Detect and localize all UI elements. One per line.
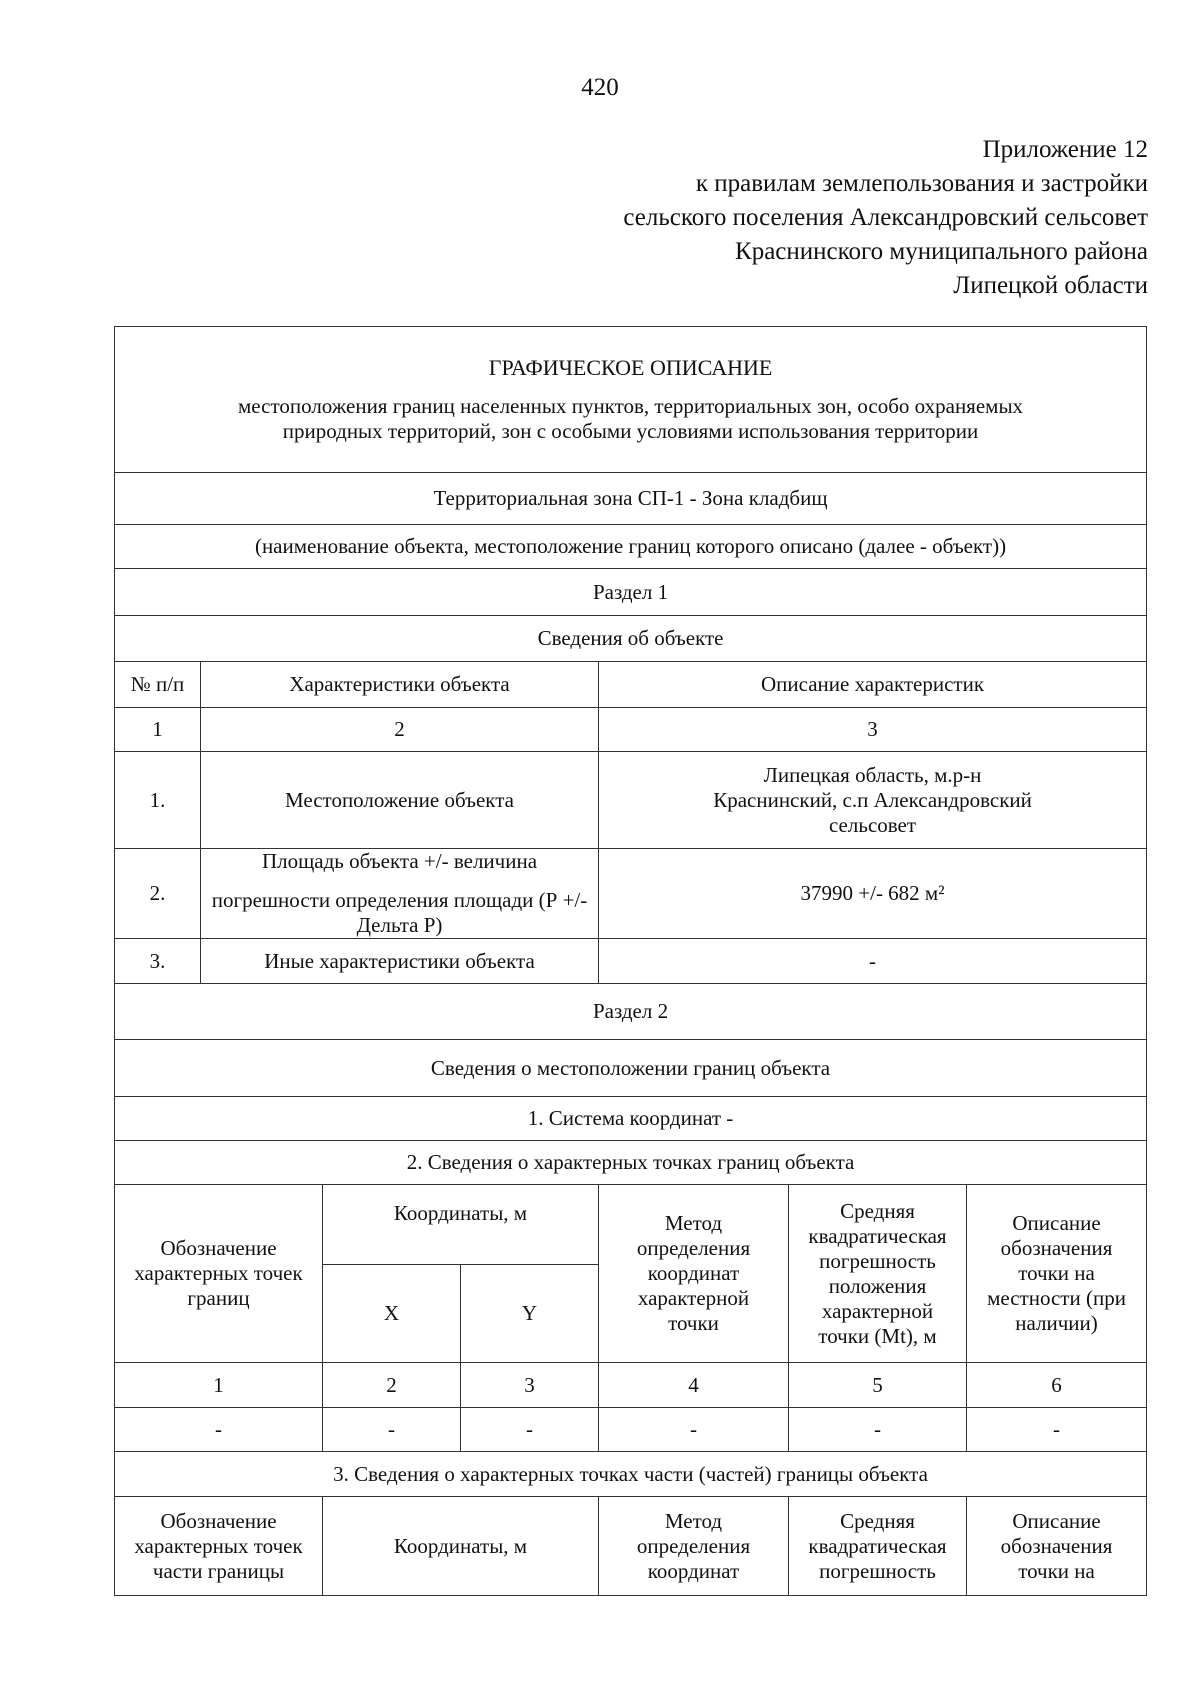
points-title: 2. Сведения о характерных точках границ объекта [115,1141,1147,1185]
column-header-line: квадратическая [808,1533,947,1558]
table-row [115,849,1147,939]
x-header: X [323,1265,461,1363]
description-text: сельсовет [828,812,917,837]
table-cell: - [967,1408,1147,1452]
section2-title: Раздел 2 [115,984,1147,1040]
description-text: Липецкая область, м.р-н [763,762,982,787]
table-cell: - [115,1408,323,1452]
characteristic-cell [201,752,599,849]
column-header-line: определения [636,1236,751,1260]
column-number: 3 [461,1363,599,1408]
object-name-caption: (наименование объекта, местоположение границ которого описано (далее - объект)) [115,525,1147,569]
points-header-row [115,1185,1147,1265]
column-header-line: обозначения [1000,1533,1113,1558]
characteristic-text: погрешности определения площади (Р +/- Дельта Р) [211,888,588,937]
appendix-line: Приложение 12 [982,136,1148,163]
column-header [967,1185,1147,1363]
column-number: 5 [789,1363,967,1408]
row-number: 2. [115,849,201,939]
section1-number-row [115,708,1147,752]
column-header-line: определения [636,1533,751,1558]
column-header-line: Описание [1012,1508,1101,1533]
column-number: 1 [115,1363,323,1408]
description-cell [599,752,1147,849]
table-cell: - [323,1408,461,1452]
table-row [115,939,1147,984]
appendix-block [623,133,1148,303]
column-header-line: Метод [664,1211,723,1235]
column-header-line: точки на [1018,1261,1095,1285]
table-row [115,752,1147,849]
table-row [115,1408,1147,1452]
object-name: Территориальная зона СП-1 - Зона кладбищ [115,473,1147,525]
column-header: № п/п [115,662,201,708]
column-header [115,1185,323,1363]
column-header [789,1497,967,1596]
section1-header-row [115,662,1147,708]
column-header-line: части границы [152,1558,285,1583]
column-header-line: погрешность [819,1558,936,1583]
column-header-line: точки на [1018,1558,1095,1583]
appendix-line: Липецкой области [953,272,1148,299]
column-header: Характеристики объекта [201,662,599,708]
column-header-line: обозначения [1000,1236,1113,1260]
header-cell [115,327,1147,473]
description-cell [599,849,1147,939]
table-cell: - [461,1408,599,1452]
characteristic-cell [201,939,599,984]
column-number: 2 [201,708,599,752]
column-number: 4 [599,1363,789,1408]
column-header [599,1497,789,1596]
column-header-line: Обозначение [160,1236,277,1260]
column-header-line: точки (Mt), м [818,1323,937,1348]
document-title: ГРАФИЧЕСКОЕ ОПИСАНИЕ [488,355,773,380]
description-text: - [869,948,877,973]
column-header-line: характерной [637,1286,750,1310]
column-number: 2 [323,1363,461,1408]
characteristic-text: Иные характеристики объекта [264,948,535,973]
coordinates-header: Координаты, м [323,1185,599,1265]
column-header-line: границ [187,1286,250,1310]
document-subtitle-line: местоположения границ населенных пунктов, территориальных зон, особо охраняемых [238,394,1024,418]
y-header: Y [461,1265,599,1363]
column-header-line: характерных точек [134,1261,303,1285]
column-header-line: характерных точек [134,1533,303,1558]
header-row [115,327,1147,473]
section1-subtitle: Сведения об объекте [115,616,1147,662]
row-number: 1. [115,752,201,849]
document-subtitle-line: природных территорий, зон с особыми условиями использования территории [282,419,979,443]
points-number-row [115,1363,1147,1408]
row-number: 3. [115,939,201,984]
appendix-line: Краснинского муниципального района [735,238,1148,265]
column-number: 3 [599,708,1147,752]
column-number: 1 [115,708,201,752]
column-header: Описание характеристик [599,662,1147,708]
column-header-line: координат [647,1558,740,1583]
column-header-line: Обозначение [160,1508,277,1533]
section2-subtitle: Сведения о местоположении границ объекта [115,1040,1147,1097]
column-header-line: Средняя [840,1508,915,1533]
column-header-line: положения [828,1273,927,1298]
column-header [599,1185,789,1363]
section1-title: Раздел 1 [115,569,1147,616]
column-header-line: наличии) [1015,1311,1098,1335]
page-number: 420 [581,74,619,101]
column-header [789,1185,967,1363]
column-header-line: Описание [1012,1211,1101,1235]
column-header-line: квадратическая [808,1223,947,1248]
characteristic-text: Площадь объекта +/- величина [261,849,538,873]
parts-title: 3. Сведения о характерных точках части (частей) границы объекта [115,1452,1147,1497]
parts-header-row [115,1497,1147,1596]
appendix-line: к правилам землепользования и застройки [695,170,1148,197]
characteristic-text: Местоположение объекта [284,787,514,812]
graphic-description-table [114,326,1147,1596]
table-cell: - [789,1408,967,1452]
coordinates-header: Координаты, м [323,1497,599,1596]
column-header [967,1497,1147,1596]
coordinate-system: 1. Система координат - [115,1097,1147,1141]
description-text: 37990 +/- 682 м² [800,881,945,905]
column-header-line: точки [668,1311,719,1335]
column-header [115,1497,323,1596]
column-number: 6 [967,1363,1147,1408]
column-header-line: местности (при [987,1286,1126,1310]
description-cell [599,939,1147,984]
column-header-line: Метод [664,1508,723,1533]
description-text: Краснинский, с.п Александровский [713,787,1032,812]
appendix-line: сельского поселения Александровский сельсовет [623,204,1148,231]
column-header-line: Средняя [840,1198,915,1223]
characteristic-cell [201,849,599,939]
column-header-line: погрешность [819,1248,936,1273]
column-header-line: характерной [821,1298,934,1323]
table-cell: - [599,1408,789,1452]
column-header-line: координат [647,1261,740,1285]
